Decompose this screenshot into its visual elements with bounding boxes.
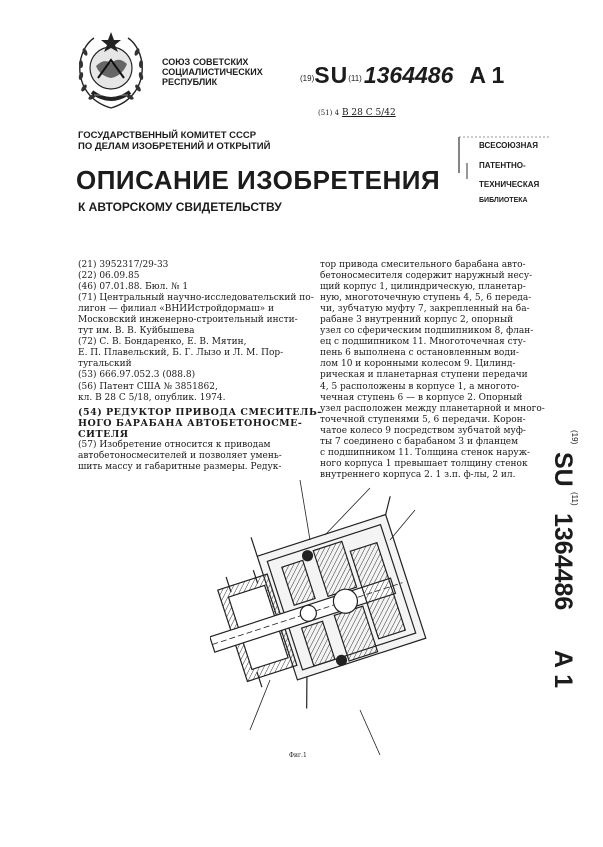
abstract-line: бетоносмесителя содержит наружный несу-	[320, 271, 533, 282]
biblio-line: (21) 3952317/29-33	[78, 260, 169, 270]
committee-name	[78, 130, 270, 152]
biblio-line: тут им. В. В. Куйбышева	[78, 326, 195, 337]
committee-line: ГОСУДАРСТВЕННЫЙ КОМИТЕТ СССР	[78, 130, 257, 141]
abstract-line: ного корпуса 1 превышает толщину стенок	[320, 458, 528, 469]
abstract-line: автобетоносмесителей и позволяет умень-	[78, 450, 282, 461]
side-kind: A 1	[549, 650, 577, 688]
biblio-line: (56) Патент США № 3851862,	[78, 381, 218, 392]
ipc-class: B 28 C 5/42	[341, 108, 396, 118]
document-kind: A 1	[469, 62, 505, 88]
abstract-line: лом 10 и коронными колесом 9. Цилинд-	[320, 359, 516, 370]
abstract-line: щий корпус 1, цилиндрическую, планетар-	[320, 282, 526, 293]
abstract-line: с подшипником 11. Толщина стенок наруж-	[320, 447, 531, 458]
abstract-line: чатое колесо 9 посредством зубчатой муф-	[320, 425, 526, 436]
document-title: ОПИСАНИЕ ИЗОБРЕТЕНИЯ	[76, 165, 441, 195]
union-name-line: СОЦИАЛИСТИЧЕСКИХ	[162, 67, 263, 77]
figure-label: Фиг.1	[289, 752, 307, 759]
document-subtitle: К АВТОРСКОМУ СВИДЕТЕЛЬСТВУ	[78, 200, 282, 214]
abstract-line: рабане 3 внутренний корпус 2, опорный	[320, 315, 514, 326]
committee-line: ПО ДЕЛАМ ИЗОБРЕТЕНИЙ И ОТКРЫТИЙ	[78, 141, 271, 152]
side-number-value: 1364486	[549, 513, 577, 611]
stamp-line: ТЕХНИЧЕСКАЯ	[479, 180, 540, 189]
union-name-line: РЕСПУБЛИК	[162, 77, 218, 87]
side-field-11: (11)	[570, 492, 579, 506]
union-name-line: СОЮЗ СОВЕТСКИХ	[162, 57, 249, 67]
country-code: SU	[314, 62, 349, 88]
biblio-line: кл. В 28 С 5/18, опублик. 1974.	[78, 392, 226, 403]
biblio-line: (46) 07.01.88. Бюл. № 1	[78, 282, 189, 293]
biblio-line: (22) 06.09.85	[78, 271, 140, 282]
abstract-line: пень 6 выполнена с остановленным води-	[320, 348, 519, 359]
invention-title-line: НОГО БАРАБАНА АВТОБЕТОНОСМЕ-	[78, 417, 303, 429]
publication-number	[300, 62, 504, 89]
library-stamp	[455, 135, 555, 211]
bibliographic-column	[78, 260, 322, 473]
field-code-11: (11)	[348, 74, 362, 83]
abstract-column	[320, 260, 550, 481]
biblio-line: тугальский	[78, 359, 132, 370]
biblio-line: (53) 666.97.052.3 (088.8)	[78, 370, 196, 381]
stamp-line: ПАТЕНТНО-	[479, 161, 526, 170]
abstract-line: рическая и планетарная ступени передачи	[320, 370, 528, 381]
state-emblem	[72, 30, 150, 112]
side-country: SU	[549, 452, 577, 487]
patent-number: 1364486	[363, 62, 454, 88]
abstract-line: узел расположен между планетарной и много-	[320, 403, 545, 414]
abstract-line: ную, многоточечную ступень 4, 5, 6 переда-	[320, 293, 532, 304]
ipc-prefix: (51) 4	[318, 109, 340, 117]
abstract-line: ец с подшипником 11. Многоточечная сту-	[320, 337, 526, 348]
abstract-line: чечная ступень 6 — в корпусе 2. Опорный	[320, 392, 523, 403]
abstract-line: узел со сферическим подшипником 8, флан-	[320, 326, 534, 337]
side-field-19: (19)	[570, 430, 579, 445]
invention-title-line: (54) РЕДУКТОР ПРИВОДА СМЕСИТЕЛЬ-	[78, 406, 322, 418]
biblio-line: Московский инженерно-строительный инсти-	[78, 315, 298, 326]
abstract-line: шить массу и габаритные размеры. Редук-	[78, 461, 282, 472]
biblio-line: (72) С. В. Бондаренко, Е. В. Мятин,	[78, 337, 247, 348]
side-patent-number	[539, 430, 579, 700]
abstract-line: ты 7 соединено с барабаном 3 и фланцем	[320, 436, 519, 447]
abstract-line: (57) Изобретение относится к приводам	[78, 439, 271, 450]
abstract-line: чи, зубчатую муфту 7, закрепленный на ба-	[320, 304, 530, 315]
field-code-19: (19)	[300, 74, 315, 83]
abstract-line: тор привода смесительного барабана авто-	[320, 260, 526, 270]
stamp-line: БИБЛИОТЕКА	[479, 197, 528, 204]
biblio-line: лигон — филиал «ВНИИстройдормаш» и	[78, 304, 274, 315]
ipc-classification	[318, 108, 396, 118]
abstract-line: внутреннего корпуса 2. 1 з.п. ф-лы, 2 ил.	[320, 469, 516, 480]
biblio-line: Е. П. Плавельский, Б. Г. Лызо и Л. М. Пор-	[78, 348, 284, 359]
technical-drawing	[210, 480, 430, 755]
invention-title-line: СИТЕЛЯ	[78, 428, 129, 440]
union-name	[162, 57, 263, 87]
abstract-line: 4, 5 расположены в корпусе 1, а многото-	[320, 381, 520, 392]
stamp-line: ВСЕСОЮЗНАЯ	[479, 141, 538, 150]
biblio-line: (71) Центральный научно-исследовательский по-	[78, 293, 314, 304]
abstract-line: точечной ступенями 5, 6 передачи. Корон-	[320, 414, 526, 425]
